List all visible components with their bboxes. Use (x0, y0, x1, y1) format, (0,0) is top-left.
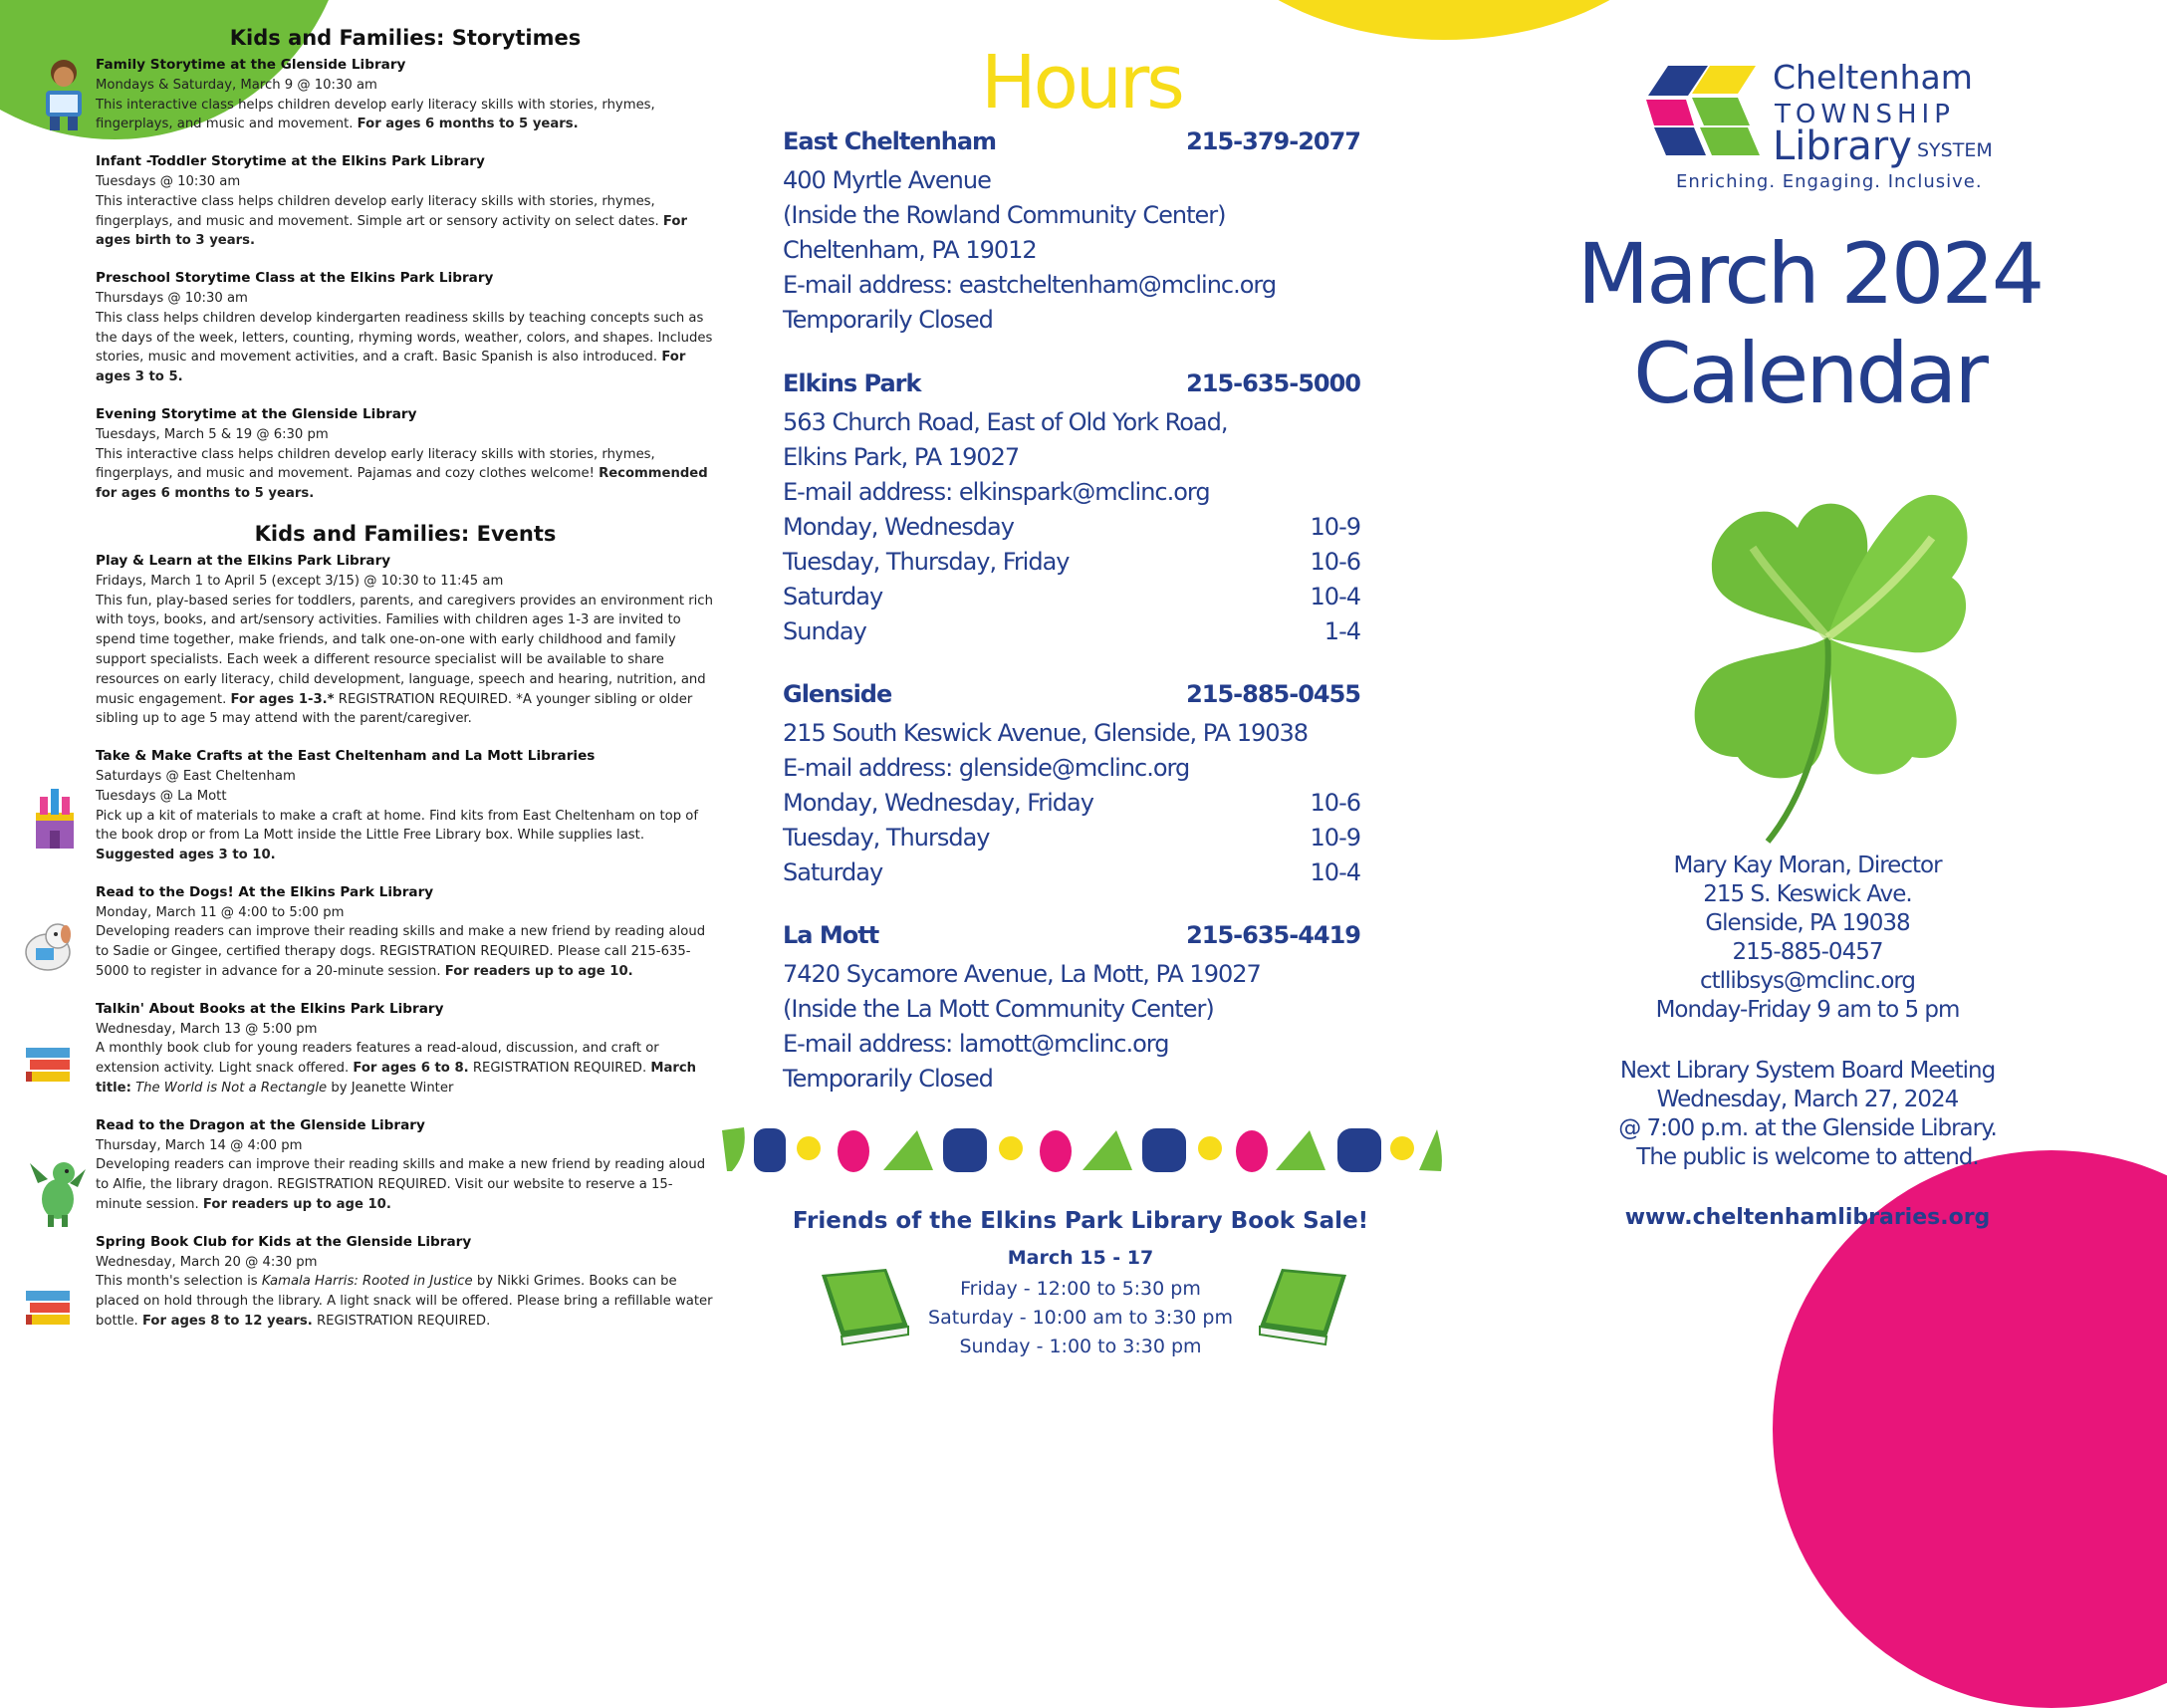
book-author: by Jeanette Winter (331, 1081, 454, 1097)
location-phone: 215-885-0455 (1186, 680, 1360, 708)
book-sale-dates: March 15 - 17 (1007, 1247, 1154, 1269)
program-title: Read to the Dogs! At the Elkins Park Library (96, 883, 434, 900)
calendar-title: March 2024 (1576, 225, 2043, 323)
program-description: Developing readers can improve their reading skills and make a new friend by reading aloud to Sadie or Gingee, certified therapy dogs. REGISTRATION REQUIRED. Please call 215-635-5000 to register in advance for a 20-minute session. (96, 924, 706, 980)
email-line: E-mail address: elkinspark@mclinc.org (783, 478, 1210, 506)
program-description: Developing readers can improve their reading skills and make a new friend by reading aloud to Alfie, the library dragon. REGISTRATION REQUIRED. Visit our website to reserve a 15-minute session. (96, 1157, 706, 1213)
program-title: Take & Make Crafts at the East Cheltenham and La Mott Libraries (96, 748, 596, 765)
program-item (96, 747, 715, 865)
director-email: ctllibsys@mclinc.org (1699, 968, 1916, 994)
program-when: Mondays & Saturday, March 9 @ 10:30 am (96, 77, 377, 93)
program-item (96, 56, 715, 134)
hours-row (783, 855, 1360, 890)
program-when: Saturdays @ East Cheltenham (96, 768, 296, 784)
program-when: Thursday, March 14 @ 4:00 pm (96, 1137, 303, 1153)
program-when: Tuesdays, March 5 & 19 @ 6:30 pm (96, 426, 329, 442)
meeting-line: @ 7:00 p.m. at the Glenside Library. (1618, 1115, 1997, 1141)
hours-row (783, 821, 1360, 855)
dragon-icon (30, 1153, 86, 1229)
director-city: Glenside, PA 19038 (1705, 910, 1910, 936)
program-when: Thursdays @ 10:30 am (96, 290, 248, 306)
hours-days: Tuesday, Thursday (783, 824, 990, 852)
address-line: 215 South Keswick Avenue, Glenside, PA 19038 (783, 719, 1309, 747)
program-ages: For ages birth to 3 years. (96, 213, 687, 249)
logo-tagline: Enriching. Engaging. Inclusive. (1676, 171, 1983, 192)
program-title: Infant -Toddler Storytime at the Elkins Park Library (96, 153, 485, 170)
hours-row (783, 510, 1360, 545)
location-phone: 215-379-2077 (1186, 127, 1360, 155)
location-elkins-park (783, 369, 1360, 649)
hours-time: 10-9 (1310, 513, 1360, 541)
hours-days: Saturday (783, 583, 883, 610)
program-item (96, 405, 715, 504)
four-leaf-clover-icon (1663, 468, 1992, 847)
program-when: Fridays, March 1 to April 5 (except 3/15) @ 10:30 to 11:45 am (96, 573, 504, 589)
program-ages: For readers up to age 10. (444, 964, 633, 980)
program-title: Family Storytime at the Glenside Library (96, 57, 406, 73)
director-hours: Monday-Friday 9 am to 5 pm (1655, 997, 1960, 1023)
location-phone: 215-635-5000 (1186, 369, 1360, 397)
program-description: This class helps children develop kindergarten readiness skills by teaching concepts such as the days of the week, letters, counting, rhyming words, weather, colors, and shapes. Includes stories, music and movement activities, and a craft. Basic Spanish is also introduced. (96, 310, 713, 366)
director-phone: 215-885-0457 (1732, 939, 1883, 965)
program-title: Read to the Dragon at the Glenside Library (96, 1116, 425, 1133)
status-line: Temporarily Closed (783, 1065, 993, 1093)
location-phone: 215-635-4419 (1186, 921, 1360, 949)
hours-row (783, 614, 1360, 649)
program-when: Wednesday, March 13 @ 5:00 pm (96, 1021, 318, 1037)
program-note: REGISTRATION REQUIRED. (316, 1314, 491, 1330)
program-title: Preschool Storytime Class at the Elkins Park Library (96, 270, 494, 287)
program-ages: For ages 3 to 5. (96, 350, 686, 385)
location-name: Glenside (783, 680, 892, 708)
book-sale-time: Sunday - 1:00 to 3:30 pm (959, 1336, 1202, 1357)
program-ages: Suggested ages 3 to 10. (96, 848, 276, 863)
program-item (96, 1116, 715, 1215)
book-sale-title: Friends of the Elkins Park Library Book Sale! (792, 1208, 1369, 1234)
director-address: 215 S. Keswick Ave. (1703, 881, 1912, 907)
hours-days: Monday, Wednesday, Friday (783, 789, 1093, 817)
hours-row (783, 786, 1360, 821)
program-item (96, 1000, 715, 1098)
address-line: Elkins Park, PA 19027 (783, 443, 1020, 471)
hours-time: 10-9 (1310, 824, 1360, 852)
address-line: Cheltenham, PA 19012 (783, 236, 1037, 264)
logo-township: TOWNSHIP (1775, 100, 1955, 129)
meeting-line: The public is welcome to attend. (1636, 1144, 1979, 1170)
program-when: Tuesdays @ 10:30 am (96, 173, 241, 189)
reading-child-icon (40, 55, 88, 134)
decorative-yellow-circle (1190, 0, 1698, 40)
program-ages: For ages 6 months to 5 years. (357, 117, 579, 132)
decorative-dots-border (722, 1125, 1444, 1175)
decorative-pink-circle (1773, 1150, 2167, 1708)
program-when: Monday, March 11 @ 4:00 to 5:00 pm (96, 904, 345, 920)
location-la-mott (783, 921, 1360, 1097)
calendar-subtitle: Calendar (1633, 325, 1986, 422)
location-name: East Cheltenham (783, 127, 997, 155)
meeting-line: Wednesday, March 27, 2024 (1656, 1087, 1959, 1112)
program-ages: For ages 1-3.* (230, 691, 335, 707)
programs-column (96, 26, 715, 1349)
green-book-icon (817, 1267, 911, 1346)
events-heading: Kids and Families: Events (254, 521, 557, 546)
location-name: Elkins Park (783, 369, 921, 397)
program-note: REGISTRATION REQUIRED. (472, 1061, 647, 1077)
program-note: REGISTRATION REQUIRED. *A younger sibling or older sibling up to age 5 may attend with the parent/caregiver. (96, 691, 693, 727)
address-line: (Inside the Rowland Community Center) (783, 201, 1226, 229)
hours-time: 10-6 (1310, 548, 1360, 576)
program-description: Pick up a kit of materials to make a craft at home. Find kits from East Cheltenham on top of the book drop or from La Mott inside the Little Free Library box. While supplies last. (96, 808, 698, 844)
hours-days: Monday, Wednesday (783, 513, 1014, 541)
address-line: (Inside the La Mott Community Center) (783, 995, 1214, 1023)
email-line: E-mail address: eastcheltenham@mclinc.org (783, 271, 1277, 299)
book-title: The World is Not a Rectangle (135, 1081, 328, 1097)
logo-name: Cheltenham (1773, 58, 1973, 97)
program-title: Spring Book Club for Kids at the Glenside Library (96, 1233, 472, 1250)
program-description: This interactive class helps children develop early literacy skills with stories, rhymes, fingerplays, and music and movement. Simple art or sensory activity on select dates. (96, 193, 659, 229)
program-item (96, 152, 715, 251)
book-sale-time: Friday - 12:00 to 5:30 pm (960, 1278, 1201, 1300)
castle-cake-icon (32, 783, 78, 853)
program-ages: Recommended for ages 6 months to 5 years. (96, 466, 708, 502)
green-book-icon (1257, 1267, 1351, 1346)
address-line: 400 Myrtle Avenue (783, 166, 991, 194)
hours-time: 10-4 (1310, 583, 1360, 610)
library-logo-icon (1638, 66, 1768, 159)
program-description: This interactive class helps children develop early literacy skills with stories, rhymes, fingerplays, and music and movement. Pajamas and cozy clothes welcome! (96, 446, 655, 482)
program-description: A monthly book club for young readers features a read-aloud, discussion, and craft or extension activity. Light snack offered. (96, 1041, 659, 1077)
hours-days: Sunday (783, 617, 866, 645)
book-sale-time: Saturday - 10:00 am to 3:30 pm (928, 1307, 1233, 1329)
book-title: Kamala Harris: Rooted in Justice (261, 1274, 473, 1290)
location-glenside (783, 680, 1360, 890)
book-stack-icon (24, 1285, 74, 1333)
hours-row (783, 580, 1360, 614)
storytimes-heading: Kids and Families: Storytimes (229, 26, 582, 50)
logo-library: Library (1773, 123, 1912, 169)
program-description: This fun, play-based series for toddlers, parents, and caregivers provides an environment rich with toys, books, and art/sensory activities. Families with children ages 1-3 are invited to spend time together, make friends, and talk one-on-one with early childhood and family support specialists. Each week a different resource specialist will be available to share resources on early literacy, child development, language, speech and hearing, nutrition, and music engagement. (96, 593, 713, 707)
program-ages: For readers up to age 10. (202, 1197, 391, 1213)
email-line: E-mail address: lamott@mclinc.org (783, 1030, 1169, 1058)
location-east-cheltenham (783, 127, 1360, 338)
program-when: Wednesday, March 20 @ 4:30 pm (96, 1254, 318, 1270)
address-line: 7420 Sycamore Avenue, La Mott, PA 19027 (783, 960, 1261, 988)
website-link[interactable]: www.cheltenhamlibraries.org (1624, 1205, 1991, 1230)
hours-time: 10-4 (1310, 858, 1360, 886)
dog-icon (20, 916, 76, 976)
logo-system: SYSTEM (1917, 139, 1993, 161)
program-title: Play & Learn at the Elkins Park Library (96, 552, 391, 569)
director-name: Mary Kay Moran, Director (1673, 853, 1942, 878)
hours-title: Hours (981, 40, 1182, 125)
program-description: by Nikki Grimes. Books can be placed on hold through the library. A light snack will be offered. Please bring a refillable water bottle. (96, 1274, 713, 1330)
program-description-lead: This month's selection is (96, 1274, 258, 1290)
program-title-label: March title: (96, 1061, 697, 1097)
program-item (96, 552, 715, 729)
program-when: Tuesdays @ La Mott (96, 788, 227, 804)
program-description: This interactive class helps children develop early literacy skills with stories, rhymes, fingerplays, and music and movement. (96, 97, 655, 132)
program-title: Evening Storytime at the Glenside Library (96, 405, 417, 422)
email-line: E-mail address: glenside@mclinc.org (783, 754, 1190, 782)
program-ages: For ages 6 to 8. (353, 1061, 469, 1077)
program-title: Talkin' About Books at the Elkins Park Library (96, 1000, 444, 1017)
status-line: Temporarily Closed (783, 306, 993, 334)
program-item (96, 1233, 715, 1332)
hours-time: 1-4 (1324, 617, 1360, 645)
program-ages: For ages 8 to 12 years. (141, 1314, 313, 1330)
hours-row (783, 545, 1360, 580)
hours-time: 10-6 (1310, 789, 1360, 817)
book-stack-icon (24, 1042, 74, 1090)
program-item (96, 883, 715, 982)
hours-days: Saturday (783, 858, 883, 886)
hours-days: Tuesday, Thursday, Friday (783, 548, 1070, 576)
location-name: La Mott (783, 921, 879, 949)
address-line: 563 Church Road, East of Old York Road, (783, 408, 1228, 436)
meeting-line: Next Library System Board Meeting (1619, 1058, 1996, 1084)
program-item (96, 269, 715, 387)
